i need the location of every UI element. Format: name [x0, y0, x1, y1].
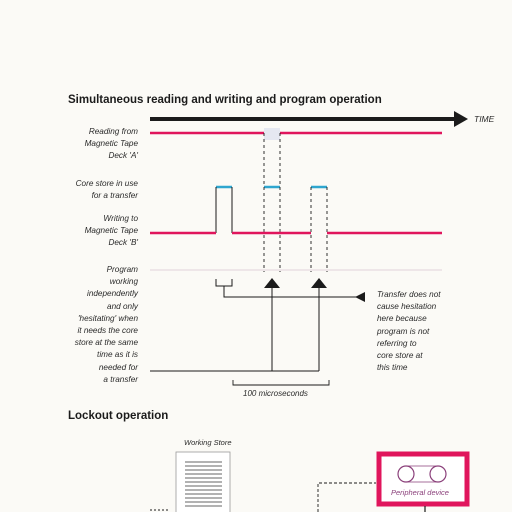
scale-bracket: [233, 380, 329, 385]
annotation-connector: [224, 286, 356, 297]
peripheral-device-label: Peripheral device: [391, 488, 449, 497]
annotation-arrow-icon: [355, 292, 365, 302]
peripheral-link: [318, 483, 376, 512]
dashed-guides: [264, 133, 327, 272]
working-store-label: Working Store: [184, 438, 232, 447]
time-arrow-head-icon: [454, 111, 468, 127]
row-label-program: Program working independently and only 'hesitating' when it needs the core store at the same time as it is needed for a transfer: [74, 265, 138, 384]
hesitation-arrow-1-icon: [264, 278, 280, 288]
annotation-no-hesitation: Transfer does not cause hesitation here because program is not referring to core store at this time: [377, 290, 441, 373]
section-title-lockout: Lockout operation: [68, 410, 169, 422]
time-label: TIME: [474, 114, 495, 124]
pulse1-bracket: [216, 279, 232, 286]
reading-gap-shade: [264, 128, 280, 140]
row-label-writing: Writing to Magnetic Tape Deck 'B': [84, 214, 138, 248]
scale-label: 100 microseconds: [243, 389, 308, 398]
row-label-core: Core store in use for a transfer: [75, 179, 138, 201]
hesitation-arrow-2-icon: [311, 278, 327, 288]
section-title-simultaneous: Simultaneous reading and writing and program operation: [68, 94, 382, 106]
row-label-reading: Reading from Magnetic Tape Deck 'A': [84, 127, 138, 161]
